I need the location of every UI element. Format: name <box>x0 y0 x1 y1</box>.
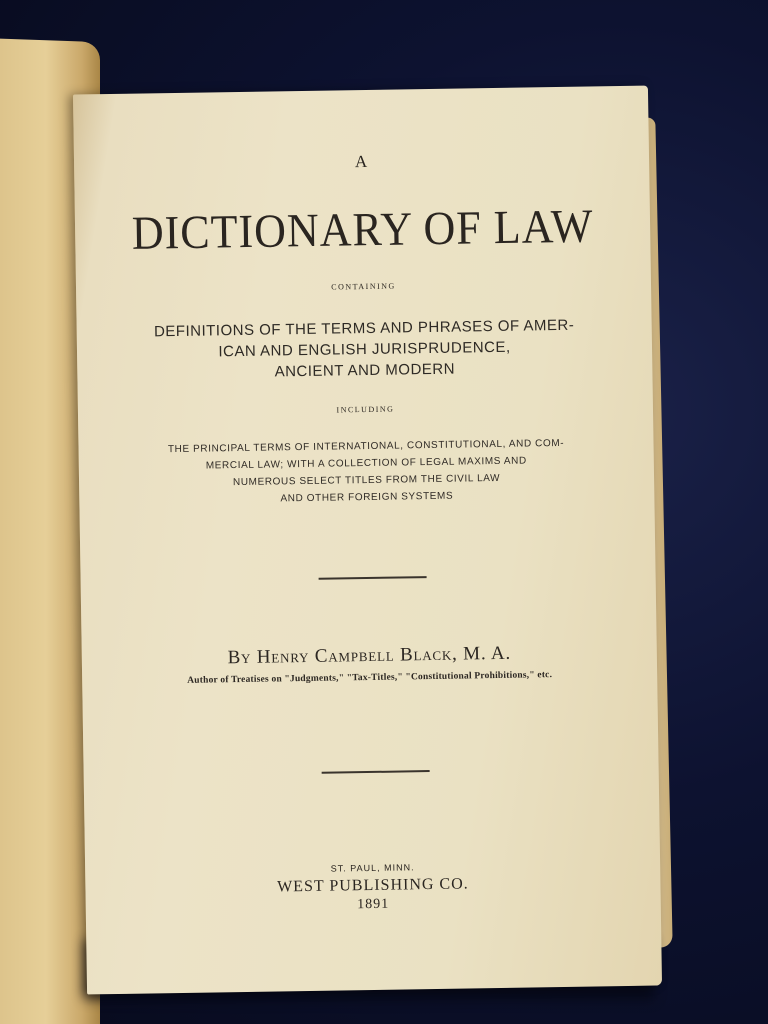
including-label: INCLUDING <box>336 404 395 415</box>
publication-place: ST. PAUL, MINN. <box>330 862 415 874</box>
definitions-line: ANCIENT AND MODERN <box>274 360 456 381</box>
title-article: A <box>354 151 369 172</box>
principal-line: NUMEROUS SELECT TITLES FROM THE CIVIL LAW <box>232 472 501 489</box>
principal-line: THE PRINCIPAL TERMS OF INTERNATIONAL, CONSTITUTIONAL, AND COM- <box>167 437 565 456</box>
book-title: DICTIONARY OF LAW <box>131 199 594 260</box>
definitions-line: DEFINITIONS OF THE TERMS AND PHRASES OF AMER- <box>153 316 575 341</box>
definitions-text <box>77 314 653 386</box>
publisher-name: WEST PUBLISHING CO. <box>276 875 469 896</box>
principal-line: AND OTHER FOREIGN SYSTEMS <box>280 490 454 505</box>
divider-rule <box>322 770 430 774</box>
containing-label: CONTAINING <box>331 281 396 292</box>
author-works: Author of Treatises on "Judgments," "Tax-Titles," "Constitutional Prohibitions," etc. <box>187 670 553 686</box>
publication-year: 1891 <box>357 896 390 913</box>
title-page <box>73 86 662 995</box>
principal-terms-text <box>78 433 654 510</box>
divider-rule <box>319 576 427 580</box>
definitions-line: ICAN AND ENGLISH JURISPRUDENCE, <box>218 338 511 361</box>
principal-line: MERCIAL LAW; WITH A COLLECTION OF LEGAL MAXIMS AND <box>205 455 527 472</box>
author-byline: By Henry Campbell Black, M. A. <box>227 642 512 669</box>
